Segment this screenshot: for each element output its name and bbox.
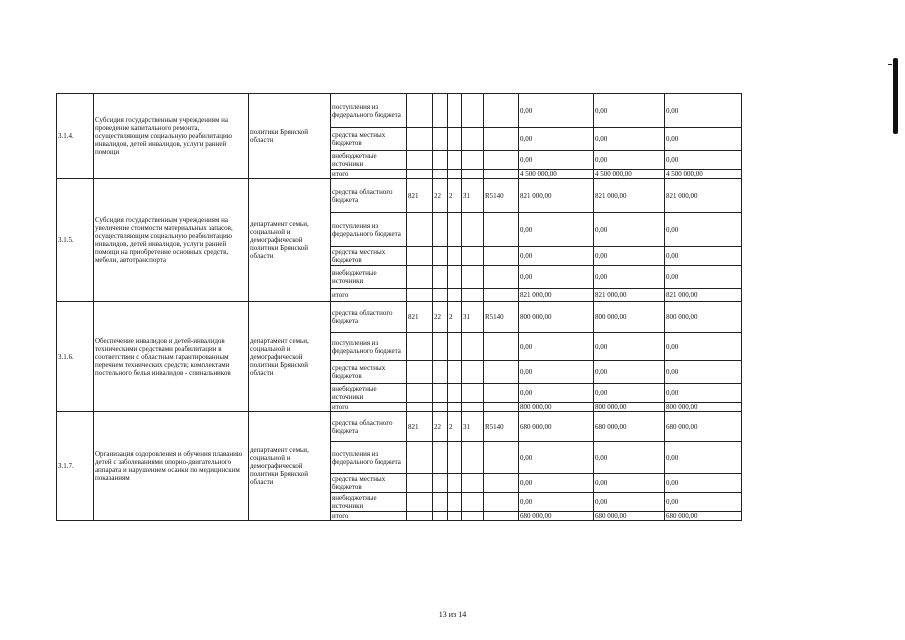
- cs2-cell: [484, 128, 519, 151]
- cs2-cell: [484, 333, 519, 361]
- rz-cell: [433, 266, 448, 289]
- amount-2-cell: 821 000,00: [594, 179, 665, 213]
- amount-1-cell: 0,00: [519, 442, 594, 474]
- amount-3-cell: 0,00: [665, 361, 742, 384]
- cs2-cell: [484, 361, 519, 384]
- amount-2-cell: 0,00: [594, 384, 665, 403]
- amount-3-cell: 821 000,00: [665, 179, 742, 213]
- pr-cell: [448, 403, 462, 412]
- item-description: Обеспечение инвалидов и детей-инвалидов техническими средствами реабилитации в соответствии с областным гарантированным перечнем технических средств; комплектами постельного белья инвалидов - спинальников: [94, 302, 249, 412]
- table-row: [57, 412, 742, 442]
- amount-2-cell: 800 000,00: [594, 403, 665, 412]
- amount-1-cell: 4 500 000,00: [519, 170, 594, 179]
- amount-1-cell: 0,00: [519, 361, 594, 384]
- funding-source-label: средства местных бюджетов: [331, 128, 407, 151]
- amount-1-cell: 800 000,00: [519, 403, 594, 412]
- table-row: [57, 302, 742, 333]
- pr-cell: [448, 493, 462, 512]
- grbs-cell: [407, 384, 433, 403]
- grbs-cell: [407, 333, 433, 361]
- cs1-cell: [462, 128, 484, 151]
- funding-source-label: внебюджетные источники: [331, 493, 407, 512]
- item-number: 3.1.6.: [57, 302, 94, 412]
- funding-source-label: внебюджетные источники: [331, 266, 407, 289]
- pr-cell: 2: [448, 179, 462, 213]
- amount-1-cell: 0,00: [519, 266, 594, 289]
- rz-cell: [433, 512, 448, 521]
- funding-source-label: средства местных бюджетов: [331, 247, 407, 266]
- amount-3-cell: 0,00: [665, 128, 742, 151]
- item-number: 3.1.4.: [57, 94, 94, 179]
- amount-3-cell: 4 500 000,00: [665, 170, 742, 179]
- amount-2-cell: 680 000,00: [594, 512, 665, 521]
- scan-edge-tick: [888, 64, 892, 65]
- grbs-cell: 821: [407, 302, 433, 333]
- rz-cell: [433, 403, 448, 412]
- item-executor: департамент семьи, социальной и демографической политики Брянской области: [249, 302, 331, 412]
- grbs-cell: [407, 289, 433, 302]
- cs1-cell: [462, 94, 484, 128]
- grbs-cell: [407, 128, 433, 151]
- amount-2-cell: 0,00: [594, 94, 665, 128]
- pr-cell: [448, 333, 462, 361]
- grbs-cell: [407, 442, 433, 474]
- cs2-cell: [484, 289, 519, 302]
- grbs-cell: 821: [407, 179, 433, 213]
- pr-cell: [448, 474, 462, 493]
- amount-1-cell: 680 000,00: [519, 512, 594, 521]
- pr-cell: [448, 384, 462, 403]
- cs2-cell: R5140: [484, 302, 519, 333]
- cs2-cell: [484, 266, 519, 289]
- amount-3-cell: 800 000,00: [665, 403, 742, 412]
- grbs-cell: [407, 266, 433, 289]
- cs1-cell: [462, 493, 484, 512]
- amount-3-cell: 0,00: [665, 247, 742, 266]
- cs2-cell: [484, 384, 519, 403]
- amount-2-cell: 0,00: [594, 361, 665, 384]
- amount-3-cell: 800 000,00: [665, 302, 742, 333]
- pr-cell: [448, 151, 462, 170]
- amount-1-cell: 0,00: [519, 94, 594, 128]
- amount-3-cell: 0,00: [665, 493, 742, 512]
- cs1-cell: [462, 442, 484, 474]
- pr-cell: [448, 170, 462, 179]
- amount-1-cell: 821 000,00: [519, 179, 594, 213]
- amount-3-cell: 0,00: [665, 266, 742, 289]
- rz-cell: 22: [433, 302, 448, 333]
- funding-source-label: итого: [331, 403, 407, 412]
- amount-2-cell: 0,00: [594, 474, 665, 493]
- cs2-cell: [484, 403, 519, 412]
- amount-1-cell: 800 000,00: [519, 302, 594, 333]
- cs1-cell: [462, 170, 484, 179]
- amount-3-cell: 821 000,00: [665, 289, 742, 302]
- item-executor: политики Брянской области: [249, 94, 331, 179]
- rz-cell: [433, 493, 448, 512]
- grbs-cell: [407, 493, 433, 512]
- amount-1-cell: 0,00: [519, 128, 594, 151]
- cs1-cell: [462, 512, 484, 521]
- grbs-cell: [407, 94, 433, 128]
- amount-3-cell: 0,00: [665, 474, 742, 493]
- grbs-cell: [407, 170, 433, 179]
- cs2-cell: [484, 474, 519, 493]
- grbs-cell: [407, 361, 433, 384]
- cs1-cell: [462, 384, 484, 403]
- pr-cell: [448, 247, 462, 266]
- rz-cell: 22: [433, 179, 448, 213]
- amount-1-cell: 0,00: [519, 474, 594, 493]
- rz-cell: [433, 94, 448, 128]
- cs2-cell: R5140: [484, 412, 519, 442]
- amount-1-cell: 0,00: [519, 333, 594, 361]
- rz-cell: [433, 442, 448, 474]
- pr-cell: 2: [448, 302, 462, 333]
- amount-3-cell: 0,00: [665, 213, 742, 247]
- cs1-cell: [462, 247, 484, 266]
- cs2-cell: [484, 213, 519, 247]
- rz-cell: [433, 384, 448, 403]
- amount-2-cell: 0,00: [594, 266, 665, 289]
- amount-2-cell: 0,00: [594, 247, 665, 266]
- grbs-cell: 821: [407, 412, 433, 442]
- amount-2-cell: 0,00: [594, 128, 665, 151]
- pr-cell: [448, 512, 462, 521]
- amount-1-cell: 0,00: [519, 213, 594, 247]
- pr-cell: [448, 442, 462, 474]
- cs2-cell: [484, 247, 519, 266]
- item-description: Организация оздоровления и обучения плаванию детей с заболеваниями опорно-двигательного аппарата и нарушением осанки по медицинским показаниям: [94, 412, 249, 521]
- grbs-cell: [407, 247, 433, 266]
- cs2-cell: [484, 94, 519, 128]
- cs1-cell: [462, 361, 484, 384]
- cs1-cell: [462, 266, 484, 289]
- funding-source-label: средства местных бюджетов: [331, 361, 407, 384]
- cs1-cell: [462, 151, 484, 170]
- amount-1-cell: 0,00: [519, 151, 594, 170]
- cs1-cell: 31: [462, 412, 484, 442]
- item-number: 3.1.7.: [57, 412, 94, 521]
- item-number: 3.1.5.: [57, 179, 94, 302]
- amount-3-cell: 0,00: [665, 151, 742, 170]
- funding-source-label: внебюджетные источники: [331, 384, 407, 403]
- rz-cell: [433, 474, 448, 493]
- rz-cell: [433, 170, 448, 179]
- pr-cell: [448, 94, 462, 128]
- pr-cell: [448, 289, 462, 302]
- pr-cell: [448, 266, 462, 289]
- grbs-cell: [407, 512, 433, 521]
- amount-2-cell: 0,00: [594, 493, 665, 512]
- cs2-cell: [484, 170, 519, 179]
- grbs-cell: [407, 213, 433, 247]
- amount-3-cell: 0,00: [665, 384, 742, 403]
- amount-1-cell: 0,00: [519, 247, 594, 266]
- item-executor: департамент семьи, социальной и демографической политики Брянской области: [249, 412, 331, 521]
- rz-cell: 22: [433, 412, 448, 442]
- amount-3-cell: 0,00: [665, 333, 742, 361]
- funding-source-label: итого: [331, 170, 407, 179]
- pr-cell: [448, 213, 462, 247]
- amount-1-cell: 0,00: [519, 493, 594, 512]
- amount-2-cell: 4 500 000,00: [594, 170, 665, 179]
- funding-source-label: поступления из федерального бюджета: [331, 333, 407, 361]
- grbs-cell: [407, 474, 433, 493]
- funding-source-label: средства местных бюджетов: [331, 474, 407, 493]
- table-row: [57, 179, 742, 213]
- funding-source-label: внебюджетные источники: [331, 151, 407, 170]
- cs1-cell: [462, 403, 484, 412]
- table-row: [57, 94, 742, 128]
- funding-source-label: поступления из федерального бюджета: [331, 94, 407, 128]
- rz-cell: [433, 361, 448, 384]
- pr-cell: [448, 128, 462, 151]
- funding-source-label: средства областного бюджета: [331, 302, 407, 333]
- grbs-cell: [407, 403, 433, 412]
- cs1-cell: 31: [462, 302, 484, 333]
- cs1-cell: [462, 213, 484, 247]
- rz-cell: [433, 247, 448, 266]
- grbs-cell: [407, 151, 433, 170]
- funding-source-label: итого: [331, 289, 407, 302]
- rz-cell: [433, 128, 448, 151]
- funding-source-label: средства областного бюджета: [331, 412, 407, 442]
- amount-2-cell: 0,00: [594, 442, 665, 474]
- cs1-cell: [462, 333, 484, 361]
- amount-2-cell: 0,00: [594, 151, 665, 170]
- funding-source-label: средства областного бюджета: [331, 179, 407, 213]
- funding-source-label: итого: [331, 512, 407, 521]
- amount-2-cell: 0,00: [594, 213, 665, 247]
- cs2-cell: [484, 442, 519, 474]
- scan-edge-mark: [893, 58, 898, 134]
- item-description: Субсидия государственным учреждениям на увеличение стоимости материальных запасов, осуществляющим социальную реабилитацию инвалидов, детей инвалидов, услуги ранней помощи на приобретение основных средств, мебели, автотранспорта: [94, 179, 249, 302]
- page-number: 13 из 14: [438, 610, 467, 619]
- amount-1-cell: 0,00: [519, 384, 594, 403]
- cs1-cell: [462, 474, 484, 493]
- amount-3-cell: 680 000,00: [665, 512, 742, 521]
- funding-source-label: поступления из федерального бюджета: [331, 213, 407, 247]
- amount-3-cell: 680 000,00: [665, 412, 742, 442]
- amount-3-cell: 0,00: [665, 442, 742, 474]
- rz-cell: [433, 213, 448, 247]
- cs2-cell: [484, 512, 519, 521]
- cs2-cell: R5140: [484, 179, 519, 213]
- item-executor: департамент семьи, социальной и демографической политики Брянской области: [249, 179, 331, 302]
- amount-1-cell: 821 000,00: [519, 289, 594, 302]
- pr-cell: 2: [448, 412, 462, 442]
- amount-2-cell: 821 000,00: [594, 289, 665, 302]
- amount-2-cell: 0,00: [594, 333, 665, 361]
- pr-cell: [448, 361, 462, 384]
- cs1-cell: 31: [462, 179, 484, 213]
- budget-table: [56, 93, 742, 521]
- rz-cell: [433, 289, 448, 302]
- item-description: Субсидия государственным учреждениям на проведение капитального ремонта, осуществляющим социальную реабилитацию инвалидов, детей инвалидов, услуги ранней помощи: [94, 94, 249, 179]
- cs1-cell: [462, 289, 484, 302]
- rz-cell: [433, 333, 448, 361]
- cs2-cell: [484, 493, 519, 512]
- cs2-cell: [484, 151, 519, 170]
- amount-2-cell: 800 000,00: [594, 302, 665, 333]
- rz-cell: [433, 151, 448, 170]
- amount-1-cell: 680 000,00: [519, 412, 594, 442]
- amount-3-cell: 0,00: [665, 94, 742, 128]
- funding-source-label: поступления из федерального бюджета: [331, 442, 407, 474]
- amount-2-cell: 680 000,00: [594, 412, 665, 442]
